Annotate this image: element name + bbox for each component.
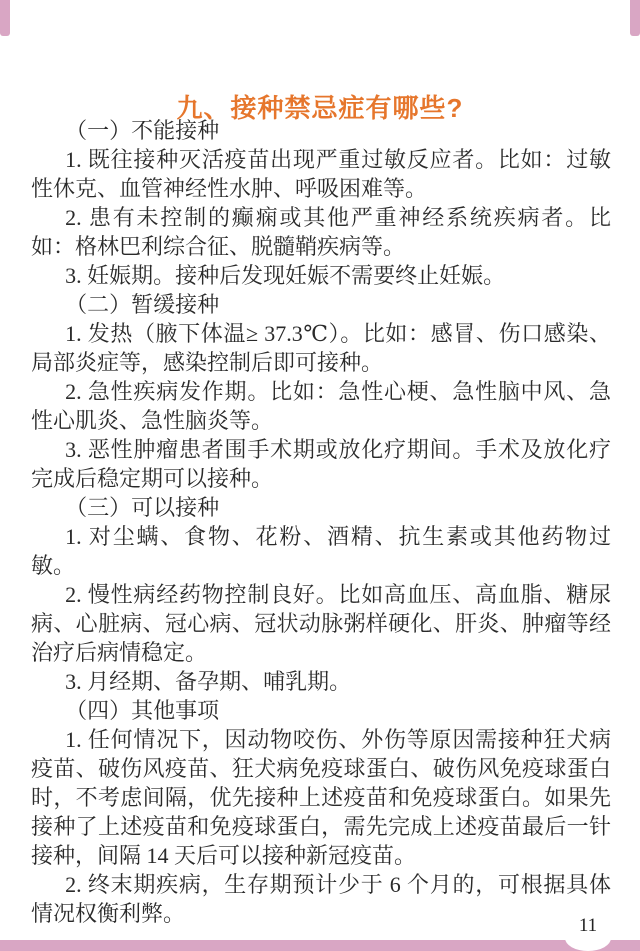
section-heading: （三）可以接种 — [65, 495, 220, 520]
section-heading: （四）其他事项 — [65, 698, 220, 723]
section-heading: （一）不能接种 — [65, 118, 220, 143]
paragraph: 1. 发热（腋下体温≥ 37.3℃）。比如：感冒、伤口感染、局部炎症等，感染控制后即可接种。 — [31, 321, 611, 375]
page-number: 11 — [578, 915, 598, 936]
section-heading: （二）暂缓接种 — [65, 292, 220, 317]
paragraph: 1. 对尘螨、食物、花粉、酒精、抗生素或其他药物过敏。 — [31, 524, 611, 578]
paragraph: 2. 终末期疾病，生存期预计少于 6 个月的，可根据具体情况权衡利弊。 — [31, 872, 611, 926]
document-body — [31, 116, 611, 928]
paragraph: 3. 月经期、备孕期、哺乳期。 — [65, 669, 352, 694]
paragraph: 2. 急性疾病发作期。比如：急性心梗、急性脑中风、急性心肌炎、急性脑炎等。 — [31, 379, 611, 433]
page-title: 九、接种禁忌症有哪些? — [176, 93, 464, 124]
corner-mark-right — [630, 0, 640, 36]
corner-mark-left — [0, 0, 10, 36]
paragraph: 1. 既往接种灭活疫苗出现严重过敏反应者。比如：过敏性休克、血管神经性水肿、呼吸困难等。 — [31, 147, 611, 201]
paragraph: 3. 恶性肿瘤患者围手术期或放化疗期间。手术及放化疗完成后稳定期可以接种。 — [31, 437, 611, 491]
paragraph: 3. 妊娠期。接种后发现妊娠不需要终止妊娠。 — [65, 263, 506, 288]
paragraph: 2. 患有未控制的癫痫或其他严重神经系统疾病者。比如：格林巴利综合征、脱髓鞘疾病等。 — [31, 205, 611, 259]
paragraph: 2. 慢性病经药物控制良好。比如高血压、高血脂、糖尿病、心脏病、冠心病、冠状动脉粥样硬化、肝炎、肿瘤等经治疗后病情稳定。 — [31, 582, 611, 665]
paragraph: 1. 任何情况下，因动物咬伤、外伤等原因需接种狂犬病疫苗、破伤风疫苗、狂犬病免疫球蛋白、破伤风免疫球蛋白时，不考虑间隔，优先接种上述疫苗和免疫球蛋白。如果先接种了上述疫苗和免疫球蛋白，需先完成上述疫苗最后一针接种，间隔 14 天后可以接种新冠疫苗。 — [31, 727, 611, 868]
footer-band — [0, 940, 640, 951]
